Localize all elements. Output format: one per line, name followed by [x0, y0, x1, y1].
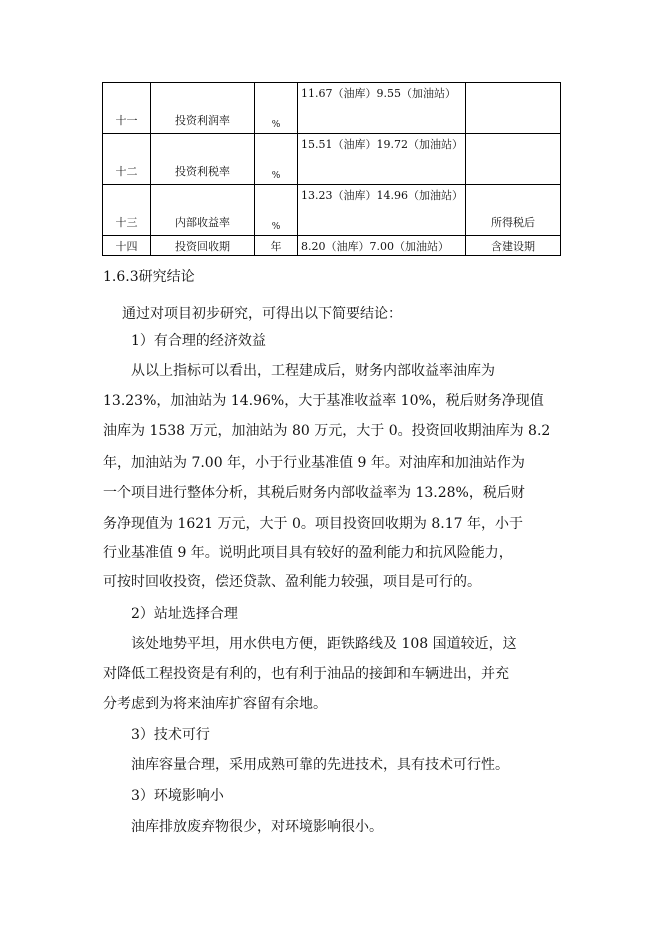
table-row	[103, 83, 561, 134]
row-unit: 年	[255, 236, 298, 256]
row-value: 11.67（油库）9.55（加油站）	[298, 83, 466, 134]
row-item: 投资利税率	[151, 134, 255, 185]
table-row	[103, 185, 561, 236]
paragraph-line: 一个项目进行整体分析，其税后财务内部收益率为 13.28%，税后财	[103, 485, 525, 501]
row-value: 13.23（油库）14.96（加油站）	[298, 185, 466, 236]
paragraph-line: 从以上指标可以看出，工程建成后，财务内部收益率油库为	[131, 363, 495, 379]
paragraph-line: 务净现值为 1621 万元，大于 0。项目投资回收期为 8.17 年，小于	[103, 516, 523, 532]
table-row	[103, 236, 561, 256]
paragraph-line: 油库为 1538 万元，加油站为 80 万元，大于 0。投资回收期油库为 8.2	[103, 423, 551, 439]
subheading-environment: 3）环境影响小	[131, 788, 224, 804]
row-unit: %	[255, 83, 298, 134]
paragraph-line: 可按时回收投资，偿还贷款、盈利能力较强，项目是可行的。	[103, 574, 481, 590]
paragraph-line: 行业基准值 9 年。说明此项目具有较好的盈利能力和抗风险能力，	[103, 545, 513, 561]
paragraph-line: 通过对项目初步研究，可得出以下简要结论：	[122, 306, 402, 322]
row-number: 十三	[103, 185, 151, 236]
paragraph-line: 对降低工程投资是有利的，也有利于油品的接卸和车辆进出，并充	[103, 666, 509, 682]
row-note	[466, 134, 561, 185]
paragraph-line: 13.23%，加油站为 14.96%，大于基准收益率 10%，税后财务净现值	[103, 393, 544, 409]
table-row	[103, 134, 561, 185]
section-heading: 1.6.3研究结论	[103, 269, 195, 285]
row-value: 15.51（油库）19.72（加油站）	[298, 134, 466, 185]
subheading-site: 2）站址选择合理	[131, 606, 238, 622]
row-unit: %	[255, 134, 298, 185]
row-number: 十一	[103, 83, 151, 134]
row-unit: %	[255, 185, 298, 236]
row-number: 十四	[103, 236, 151, 256]
subheading-technology: 3）技术可行	[131, 727, 210, 743]
row-item: 投资回收期	[151, 236, 255, 256]
row-item: 内部收益率	[151, 185, 255, 236]
paragraph-line: 分考虑到为将来油库扩容留有余地。	[103, 696, 327, 712]
row-item: 投资利润率	[151, 83, 255, 134]
row-note: 所得税后	[466, 185, 561, 236]
paragraph-line: 油库容量合理，采用成熟可靠的先进技术，具有技术可行性。	[131, 757, 509, 773]
paragraph-line: 年，加油站为 7.00 年，小于行业基准值 9 年。对油库和加油站作为	[103, 455, 525, 471]
row-note: 含建设期	[466, 236, 561, 256]
paragraph-line: 该处地势平坦，用水供电方便，距铁路线及 108 国道较近，这	[131, 636, 517, 652]
row-value: 8.20（油库）7.00（加油站）	[298, 236, 466, 256]
subheading-economic: 1）有合理的经济效益	[131, 333, 266, 349]
row-note	[466, 83, 561, 134]
paragraph-line: 油库排放废弃物很少，对环境影响很小。	[131, 819, 383, 835]
indicator-table	[102, 82, 561, 256]
row-number: 十二	[103, 134, 151, 185]
